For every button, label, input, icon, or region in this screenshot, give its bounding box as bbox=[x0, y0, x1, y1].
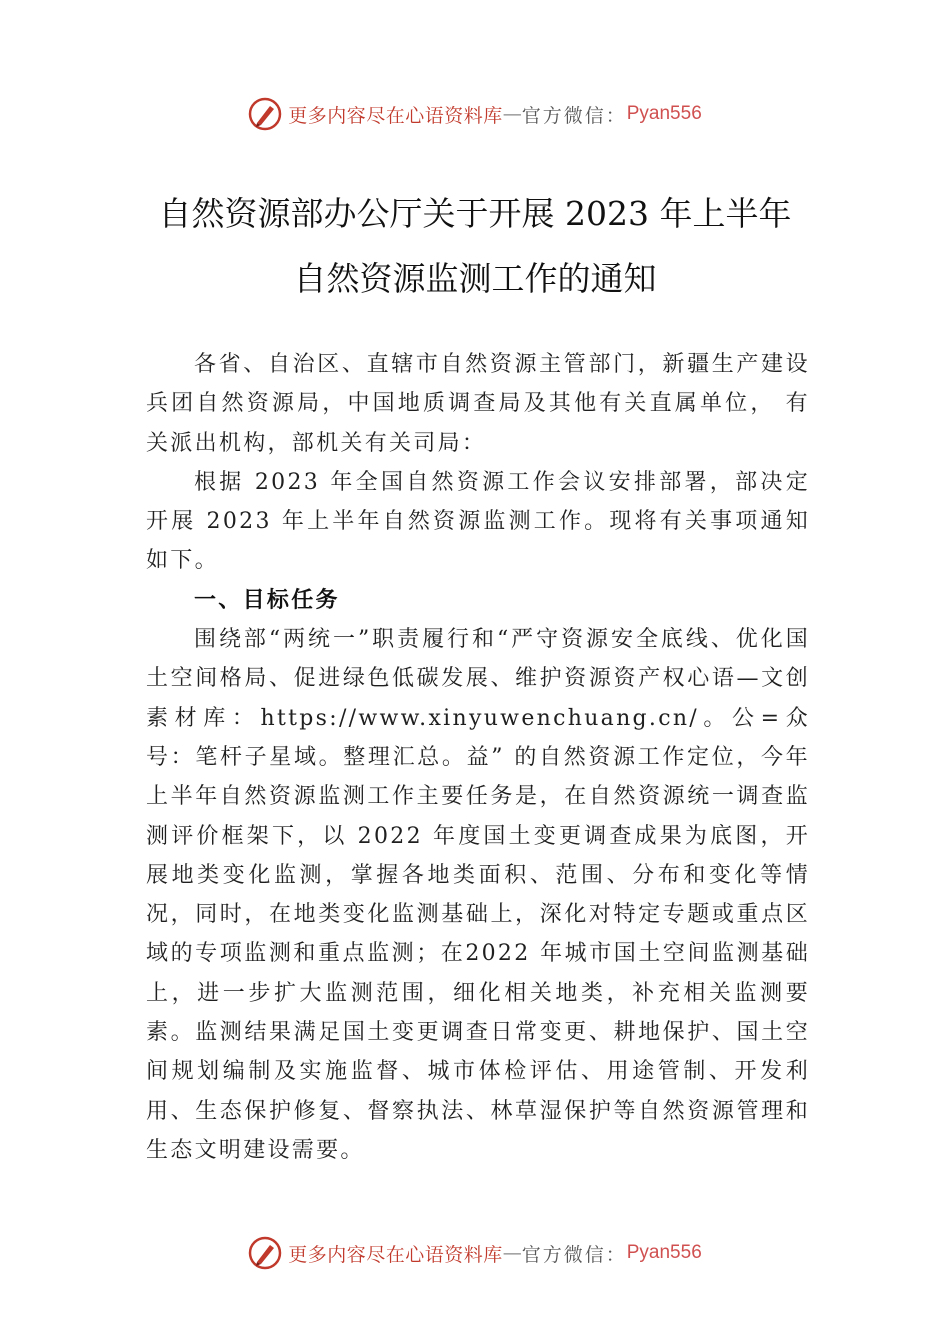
addressee-paragraph: 各省、自治区、直辖市自然资源主管部门，新疆生产建设兵团自然资源局，中国地质调查局及其他有关直属单位， 有关派出机构，部机关有关司局： bbox=[146, 352, 810, 456]
footer-watermark bbox=[0, 1233, 950, 1273]
watermark-separator: — bbox=[502, 103, 522, 125]
section-paragraph: 围绕部“两统一”职责履行和“严守资源安全底线、优化国土空间格局、促进绿色低碳发展、维护资源资产权心语—文创素材库：https://www.xinyuwenchuang.cn/。公=众号：笔杆子星域。整理汇总。益” 的自然资源工作定位，今年上半年自然资源监测工作主要任务是，在自然资源统一调查监测评价框架下，以 2022 年度国土变更调查成果为底图，开展地类变化监测，掌握各地类面积、范围、分布和变化等情况，同时，在地类变化监测基础上，深化对特定专题或重点区域的专项监测和重点监测；在2022 年城市国土空间监测基础上，进一步扩大监测范围，细化相关地类，补充相关监测要素。监测结果满足国土变更调查日常变更、耕地保护、国土空间规划编制及实施监督、城市体检评估、用途管制、开发利用、生态保护修复、督察执法、林草湿保护等自然资源管理和生态文明建设需要。 bbox=[146, 627, 810, 1163]
pen-logo-icon bbox=[248, 97, 282, 131]
document-body bbox=[146, 345, 810, 1170]
intro-paragraph: 根据 2023 年全国自然资源工作会议安排部署，部决定开展 2023 年上半年自然资源监测工作。现将有关事项通知如下。 bbox=[146, 469, 810, 574]
pen-logo-icon bbox=[248, 1236, 282, 1270]
watermark-label: 官方微信： bbox=[521, 104, 627, 127]
watermark-text: 更多内容尽在心语资料库 bbox=[288, 104, 503, 127]
document-title-line1: 自然资源部办公厅关于开展 2023 年上半年 bbox=[158, 194, 792, 233]
watermark-text: 更多内容尽在心语资料库 bbox=[288, 1243, 503, 1266]
section-heading: 一、目标任务 bbox=[194, 587, 340, 613]
watermark-separator: — bbox=[502, 1242, 522, 1264]
watermark-wechat-id: Pyan556 bbox=[626, 103, 702, 124]
watermark-label: 官方微信： bbox=[521, 1243, 627, 1266]
header-watermark bbox=[0, 94, 950, 134]
document-title-line2: 自然资源监测工作的通知 bbox=[293, 259, 657, 298]
watermark-wechat-id: Pyan556 bbox=[626, 1242, 702, 1263]
